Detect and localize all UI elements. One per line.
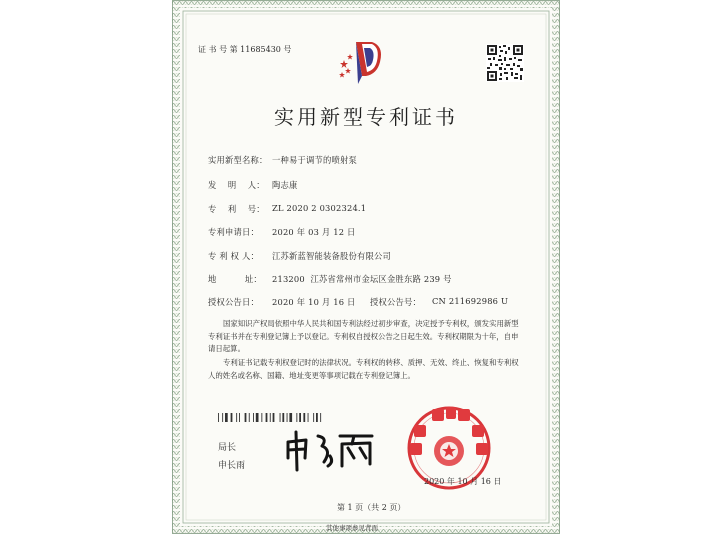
barcode-icon — [218, 413, 358, 422]
signer-title: 局长 — [218, 443, 237, 453]
inventor-label: 发 明 人： — [208, 180, 265, 190]
footer-note: 其他事项参见背面 — [326, 524, 378, 532]
certificate-sheet — [172, 0, 560, 534]
grant-number-label: 授权公告号： — [370, 297, 421, 307]
address-label: 地 址： — [208, 274, 262, 284]
patentee-label: 专 利 权 人： — [208, 251, 259, 261]
grant-date-value: 2020 年 10 月 16 日 — [272, 297, 356, 307]
patent-number-value: ZL 2020 2 0302324.1 — [272, 203, 367, 213]
grant-number-value: CN 211692986 U — [432, 296, 509, 306]
statement-paragraph-2: 专利证书记载专利权登记时的法律状况。专利权的转移、质押、无效、终止、恢复和专利权人的姓名或名称、国籍、地址变更等事项记载在专利登记簿上。 — [208, 358, 519, 380]
utility-name-value: 一种易于调节的喷射泵 — [272, 155, 357, 165]
grant-date-label: 授权公告日： — [208, 297, 259, 307]
patent-number-label: 专 利 号： — [208, 204, 265, 214]
patent-office-logo-icon — [336, 36, 390, 88]
filing-date-value: 2020 年 03 月 12 日 — [272, 227, 356, 237]
patentee-value: 江苏新蓝智能装备股份有限公司 — [272, 251, 391, 261]
certificate-title: 实用新型专利证书 — [274, 105, 458, 129]
address-value: 213200 江苏省常州市金坛区金胜东路 239 号 — [272, 274, 452, 284]
signer-name: 申长雨 — [218, 461, 246, 471]
seal-date: 2020 年 10 月 16 日 — [424, 477, 502, 486]
inventor-value: 陶志康 — [272, 180, 298, 190]
page-indicator: 第 1 页（共 2 页） — [337, 503, 406, 512]
handwritten-signature — [284, 428, 376, 472]
statement-paragraph-1: 国家知识产权局依照中华人民共和国专利法经过初步审查，决定授予专利权，颁发实用新型专利证书并在专利登记簿上予以登记。专利权自授权公告之日起生效。专利权期限为十年，自申请日起算。 — [208, 319, 519, 354]
utility-name-label: 实用新型名称： — [208, 155, 268, 165]
filing-date-label: 专利申请日： — [208, 227, 259, 237]
qr-code-icon — [486, 44, 524, 82]
certificate-number: 证 书 号 第 11685430 号 — [198, 45, 292, 54]
